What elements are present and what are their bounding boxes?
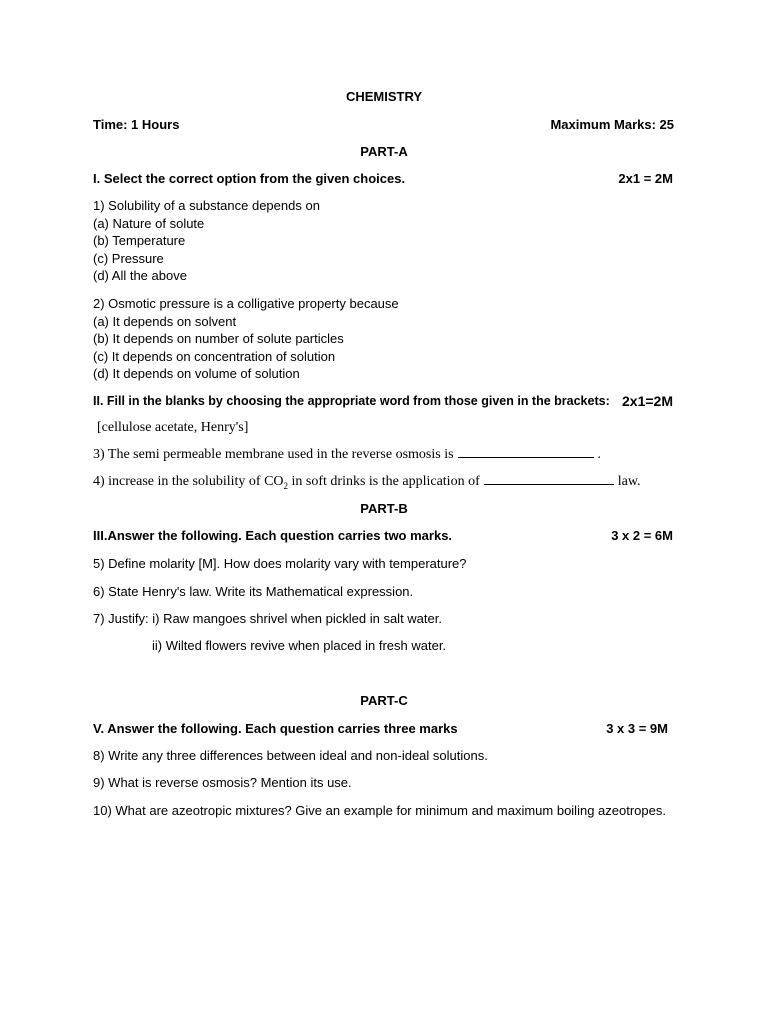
section-2-heading: II. Fill in the blanks by choosing the appropriate word from those given in the brackets: bbox=[93, 394, 610, 408]
subscript: 2 bbox=[283, 480, 289, 491]
question-2-option-a: (a) It depends on solvent bbox=[93, 313, 237, 329]
question-3-text: 3) The semi permeable membrane used in the reverse osmosis is bbox=[93, 447, 454, 462]
part-a-label: PART-A bbox=[360, 144, 408, 159]
question-7-part-ii: ii) Wilted flowers revive when placed in fresh water. bbox=[152, 638, 447, 653]
question-7-part-i: 7) Justify: i) Raw mangoes shrivel when pickled in salt water. bbox=[93, 611, 442, 626]
section-2-marks: 2x1=2M bbox=[622, 393, 673, 409]
page-title: CHEMISTRY bbox=[345, 89, 423, 104]
question-2 bbox=[93, 295, 399, 383]
part-b-label: PART-B bbox=[360, 501, 408, 516]
question-8: 8) Write any three differences between ideal and non-ideal solutions. bbox=[93, 748, 488, 763]
part-c-heading: V. Answer the following. Each question carries three marks bbox=[93, 721, 458, 736]
question-3-end: . bbox=[597, 447, 602, 462]
question-3 bbox=[93, 446, 601, 464]
part-c-marks: 3 x 3 = 9M bbox=[606, 721, 668, 736]
part-c-label: PART-C bbox=[360, 693, 408, 708]
section-1-marks: 2x1 = 2M bbox=[618, 171, 673, 186]
word-bank: [cellulose acetate, Henry's] bbox=[97, 420, 249, 435]
part-b-heading: III.Answer the following. Each question carries two marks. bbox=[93, 528, 453, 543]
question-2-option-d: (d) It depends on volume of solution bbox=[93, 366, 300, 381]
question-1-text: 1) Solubility of a substance depends on bbox=[93, 198, 320, 213]
question-1-option-d: (d) All the above bbox=[93, 268, 187, 283]
answer-blank bbox=[484, 483, 614, 485]
question-10: 10) What are azeotropic mixtures? Give an example for minimum and maximum boiling azeotropes. bbox=[93, 803, 666, 818]
question-4-end: law. bbox=[617, 474, 641, 489]
question-4 bbox=[93, 473, 641, 495]
question-1-option-b: (b) Temperature bbox=[93, 233, 186, 248]
question-2-option-c: (c) It depends on concentration of solution bbox=[93, 348, 336, 364]
max-marks-label: Maximum Marks: 25 bbox=[550, 117, 674, 132]
question-1-option-c: (c) Pressure bbox=[93, 250, 164, 266]
question-2-option-b: (b) It depends on number of solute particles bbox=[93, 331, 344, 346]
question-4-text-middle: in soft drinks is the application of bbox=[288, 474, 480, 489]
question-2-text: 2) Osmotic pressure is a colligative property because bbox=[93, 296, 399, 311]
question-9: 9) What is reverse osmosis? Mention its use. bbox=[93, 775, 352, 790]
question-1-option-a: (a) Nature of solute bbox=[93, 215, 205, 231]
time-label: Time: 1 Hours bbox=[93, 117, 180, 132]
section-1-heading: I. Select the correct option from the given choices. bbox=[93, 171, 406, 186]
question-4-text: 4) increase in the solubility of CO bbox=[93, 474, 284, 489]
question-5: 5) Define molarity [M]. How does molarity vary with temperature? bbox=[93, 556, 467, 571]
part-b-marks: 3 x 2 = 6M bbox=[611, 528, 673, 543]
question-1 bbox=[93, 197, 320, 285]
answer-blank bbox=[458, 456, 594, 458]
question-6: 6) State Henry's law. Write its Mathematical expression. bbox=[93, 584, 414, 599]
